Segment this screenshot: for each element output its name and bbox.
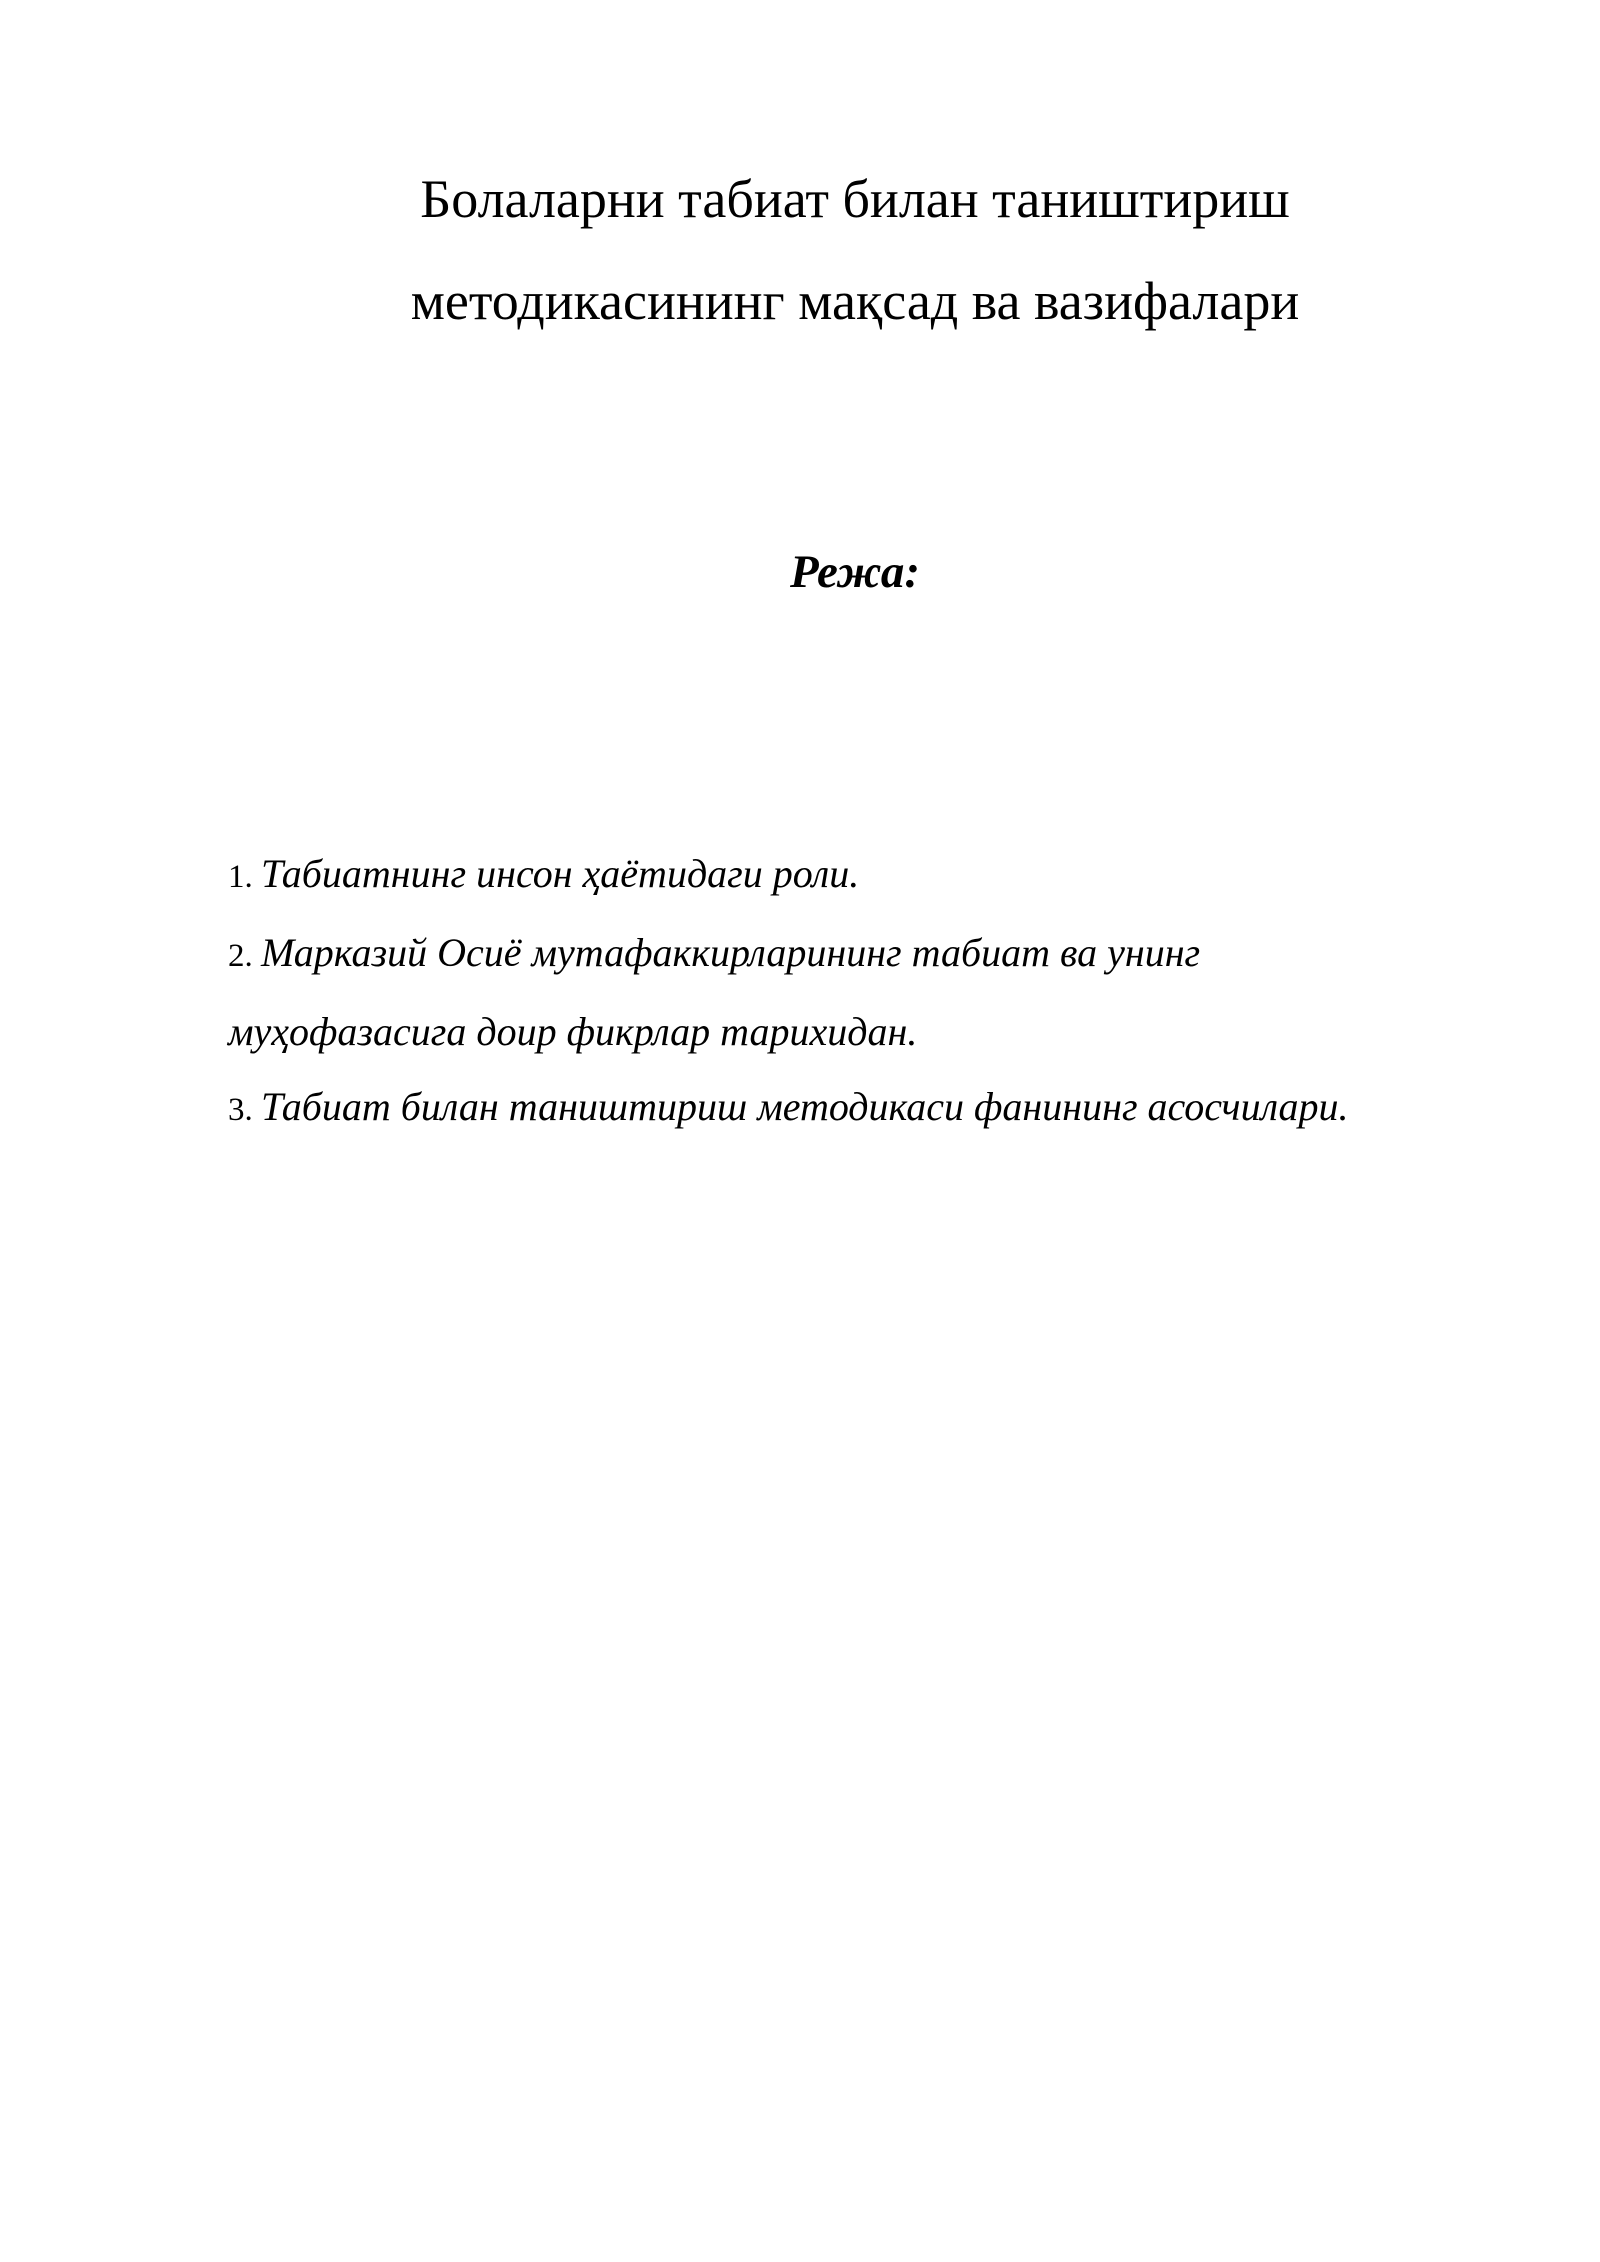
title-line-2: методикасининг мақсад ва вазифалари (410, 271, 1300, 331)
plan-item-2-continuation (228, 994, 1508, 1069)
page-title (260, 148, 1450, 352)
plan-item-number: 3. (228, 1092, 261, 1128)
title-line-1: Болаларни табиат билан таништириш (420, 169, 1290, 229)
plan-item-text: Табиат билан таништириш методикаси фанининг асосчилари. (261, 1084, 1349, 1129)
plan-item-text: Марказий Осиё мутафаккирларининг табиат ва унинг (261, 930, 1201, 975)
plan-item-text: Табиатнинг инсон ҳаётидаги роли. (261, 851, 860, 896)
plan-heading: Режа: (790, 546, 920, 598)
plan-list (228, 836, 1508, 1148)
plan-item-3 (228, 1069, 1508, 1148)
plan-item-number: 2. (228, 938, 261, 974)
plan-item-1 (228, 836, 1508, 915)
plan-item-2 (228, 915, 1508, 994)
plan-item-text: муҳофазасига доир фикрлар тарихидан. (228, 1009, 918, 1054)
plan-item-number: 1. (228, 859, 261, 895)
